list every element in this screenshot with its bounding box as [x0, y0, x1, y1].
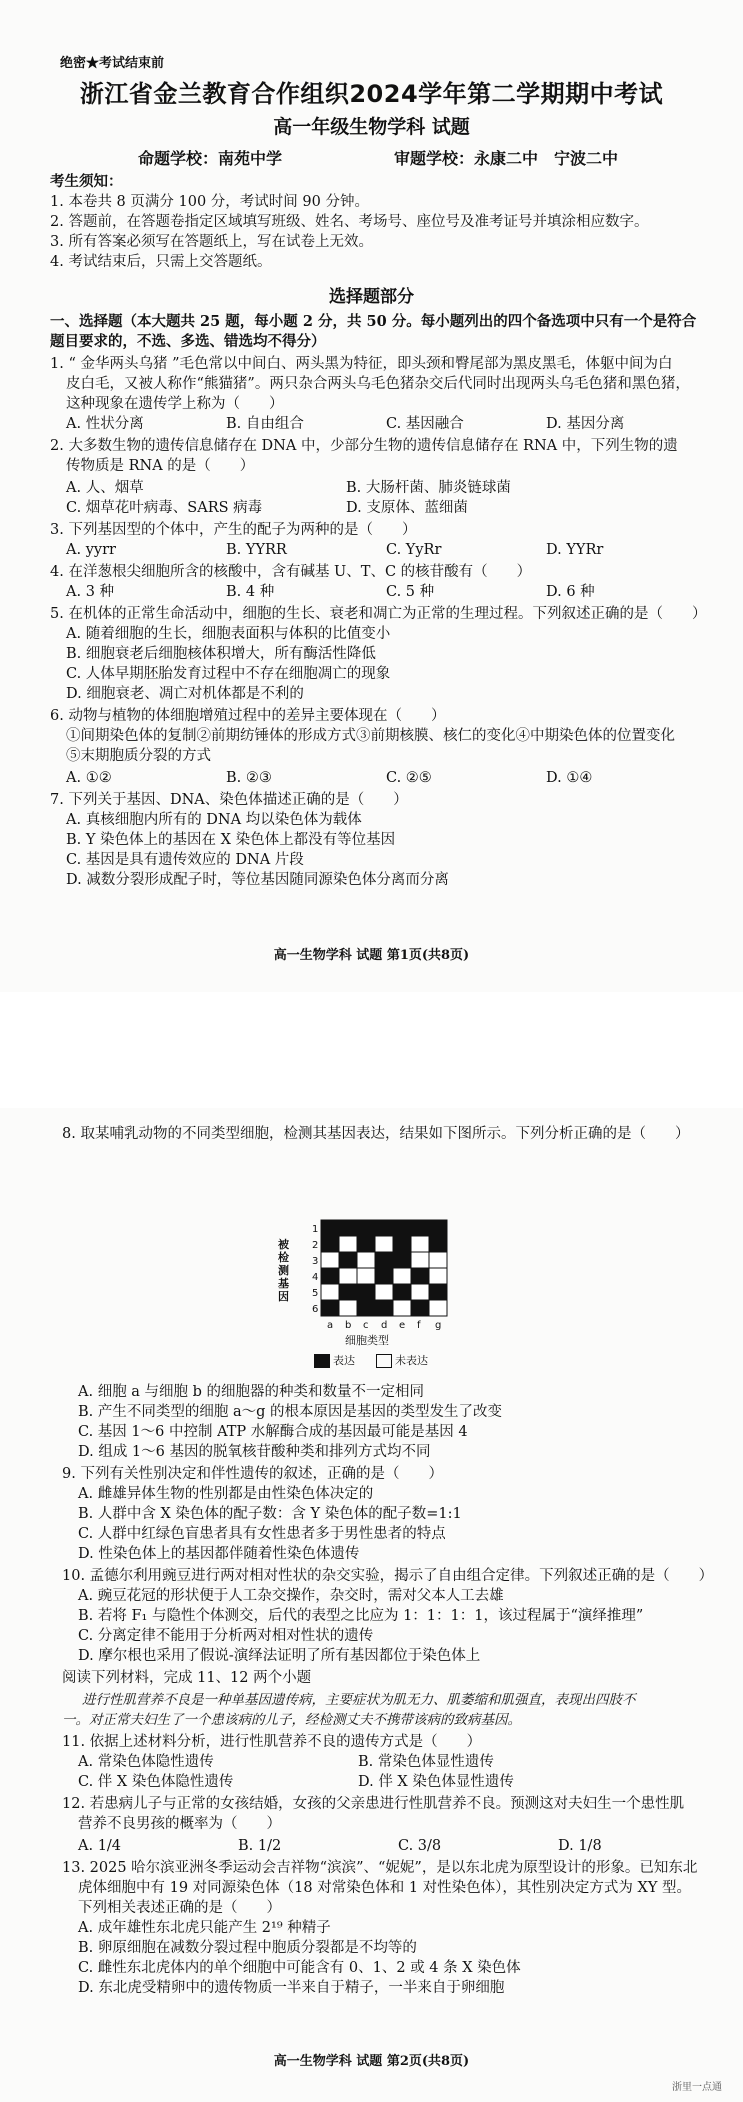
grid-cell-5-f	[411, 1284, 429, 1300]
grid-cell-2-b	[339, 1236, 357, 1252]
q4-option-b: B. 4 种	[226, 584, 275, 600]
q1-stem: 1. “ 金华两头乌猪 ”毛色常以中间白、两头黑为特征，即头颈和臀尾部为黑皮黑毛，体躯中间为白	[50, 356, 673, 372]
q10-stem: 10. 孟德尔利用豌豆进行两对相对性状的杂交实验，揭示了自由组合定律。下列叙述正确的是（ ）	[62, 1568, 714, 1584]
grid-cell-2-e	[393, 1236, 411, 1252]
grid-cell-6-e	[393, 1300, 411, 1316]
q5-option-d: D. 细胞衰老、凋亡对机体都是不利的	[66, 686, 304, 702]
section-intro: 一、选择题（本大题共 25 题，每小题 2 分，共 50 分。每小题列出的四个备选项中只有一个是符合	[50, 313, 697, 330]
exam-title: 浙江省金兰教育合作组织2024学年第二学期期中考试	[79, 80, 664, 108]
q13-stem: 下列相关表述正确的是（ ）	[78, 1900, 281, 1916]
row-label: 3	[312, 1256, 319, 1267]
grid-cell-6-g	[429, 1300, 447, 1316]
q2-option-c: C. 烟草花叶病毒、SARS 病毒	[66, 500, 263, 516]
grid-cell-1-f	[411, 1220, 429, 1236]
q12-stem: 营养不良男孩的概率为（ ）	[78, 1816, 281, 1832]
q1-option-b: B. 自由组合	[226, 416, 304, 432]
q7-stem: 7. 下列关于基因、DNA、染色体描述正确的是（ ）	[50, 792, 408, 808]
q9-option-d: D. 性染色体上的基因都伴随着性染色体遗传	[78, 1546, 360, 1562]
grid-cell-3-d	[375, 1252, 393, 1268]
grid-cell-4-g	[429, 1268, 447, 1284]
reviewer-school: 审题学校：永康二中 宁波二中	[394, 149, 619, 168]
q9-option-a: A. 雌雄异体生物的性别都是由性染色体决定的	[78, 1486, 374, 1502]
reading-material: 进行性肌营养不良是一种单基因遗传病，主要症状为肌无力、肌萎缩和肌强直，表现出四肢不	[82, 1692, 636, 1708]
legend-expressed-swatch	[314, 1354, 330, 1368]
q1-option-c: C. 基因融合	[386, 416, 464, 432]
page-footer-1: 高一生物学科 试题 第1页(共8页)	[273, 948, 470, 963]
grid-cell-3-a	[321, 1252, 339, 1268]
q3-option-a: A. yyrr	[66, 542, 116, 558]
grid-cell-5-a	[321, 1284, 339, 1300]
grid-cell-2-c	[357, 1236, 375, 1252]
q13-option-d: D. 东北虎受精卵中的遗传物质一半来自于精子，一半来自于卵细胞	[78, 1980, 505, 1996]
col-label: a	[327, 1320, 334, 1331]
q11-options-row1	[78, 1752, 638, 1772]
q10-option-b: B. 若将 F₁ 与隐性个体测交，后代的表型之比应为 1：1：1：1，该过程属于“演绎推理”	[78, 1608, 644, 1624]
legend	[314, 1352, 428, 1368]
q1-option-d: D. 基因分离	[546, 416, 625, 432]
secret-label: 绝密★考试结束前	[60, 56, 165, 71]
q12-option-c: C. 3/8	[398, 1838, 442, 1854]
col-label: c	[363, 1320, 369, 1331]
grid-cell-2-d	[375, 1236, 393, 1252]
grid-cell-4-c	[357, 1268, 375, 1284]
q6-options	[66, 768, 706, 788]
reading-intro: 阅读下列材料，完成 11、12 两个小题	[62, 1670, 312, 1686]
row-label: 4	[312, 1272, 319, 1283]
row-label: 5	[312, 1288, 319, 1299]
q1-option-a: A. 性状分离	[66, 416, 144, 432]
q9-option-c: C. 人群中红绿色盲患者具有女性患者多于男性患者的特点	[78, 1526, 446, 1542]
q5-option-a: A. 随着细胞的生长，细胞表面积与体积的比值变小	[66, 626, 391, 642]
q1-options	[66, 414, 706, 434]
grid-cell-5-c	[357, 1284, 375, 1300]
q6-option-c: C. ②⑤	[386, 770, 432, 786]
gene-expression-grid	[305, 1218, 465, 1340]
grid-cell-5-b	[339, 1284, 357, 1300]
x-axis-label: 细胞类型	[345, 1334, 389, 1347]
q5-option-c: C. 人体早期胚胎发育过程中不存在细胞凋亡的现象	[66, 666, 391, 682]
q2-options-row2	[66, 498, 626, 518]
q12-option-b: B. 1/2	[238, 1838, 282, 1854]
q8-option-d: D. 组成 1～6 基因的脱氧核苷酸种类和排列方式均不同	[78, 1444, 431, 1460]
grid-cell-2-a	[321, 1236, 339, 1252]
col-label: e	[399, 1320, 406, 1331]
col-label: b	[345, 1320, 352, 1331]
q10-option-c: C. 分离定律不能用于分析两对相对性状的遗传	[78, 1628, 374, 1644]
grid-cell-3-c	[357, 1252, 375, 1268]
q11-option-d: D. 伴 X 染色体显性遗传	[358, 1774, 514, 1790]
col-label: d	[381, 1320, 388, 1331]
q11-options-row2	[78, 1772, 638, 1792]
q1-stem: 这种现象在遗传学上称为（ ）	[66, 396, 284, 412]
q2-options-row1	[66, 478, 626, 498]
notice-item: 4. 考试结束后，只需上交答题纸。	[50, 254, 272, 270]
q3-option-d: D. YYRr	[546, 542, 604, 558]
grid-cell-1-a	[321, 1220, 339, 1236]
q13-stem: 虎体细胞中有 19 对同源染色体（18 对常染色体和 1 对性染色体），其性别决定方式为 XY 型。	[78, 1880, 692, 1896]
q12-stem: 12. 若患病儿子与正常的女孩结婚，女孩的父亲患进行性肌营养不良。预测这对夫妇生一个患性肌	[62, 1796, 685, 1812]
q13-option-a: A. 成年雄性东北虎只能产生 2¹⁹ 种精子	[78, 1920, 331, 1936]
legend-not-expressed-swatch	[376, 1354, 392, 1368]
q9-stem: 9. 下列有关性别决定和伴性遗传的叙述，正确的是（ ）	[62, 1466, 443, 1482]
q8-option-a: A. 细胞 a 与细胞 b 的细胞器的种类和数量不一定相同	[78, 1384, 425, 1400]
q12-options	[78, 1836, 718, 1856]
q6-option-a: A. ①②	[66, 770, 112, 786]
watermark: 浙里一点通	[672, 2082, 722, 2093]
grid-cell-1-e	[393, 1220, 411, 1236]
legend-not-expressed-label: 未表达	[395, 1354, 428, 1367]
setter-school: 命题学校：南苑中学	[138, 149, 283, 168]
grid-cell-3-b	[339, 1252, 357, 1268]
grid-cell-6-a	[321, 1300, 339, 1316]
q4-option-d: D. 6 种	[546, 584, 595, 600]
grid-cell-4-f	[411, 1268, 429, 1284]
notice-title: 考生须知：	[50, 173, 123, 190]
grid-cell-4-e	[393, 1268, 411, 1284]
q4-stem: 4. 在洋葱根尖细胞所含的核酸中，含有碱基 U、T、C 的核苷酸有（ ）	[50, 564, 532, 580]
q7-option-c: C. 基因是具有遗传效应的 DNA 片段	[66, 852, 304, 868]
exam-page-1	[0, 0, 743, 992]
q11-option-a: A. 常染色体隐性遗传	[78, 1754, 214, 1770]
notice-item: 1. 本卷共 8 页满分 100 分，考试时间 90 分钟。	[50, 194, 369, 210]
q3-options	[66, 540, 706, 560]
grid-cell-3-g	[429, 1252, 447, 1268]
q6-option-d: D. ①④	[546, 770, 593, 786]
q13-option-b: B. 卵原细胞在减数分裂过程中胞质分裂都是不均等的	[78, 1940, 417, 1956]
q1-stem: 皮白毛，又被人称作“熊猫猪”。两只杂合两头乌毛色猪杂交后代同时出现两头乌毛色猪和黑色猪，	[66, 376, 690, 392]
grid-cell-1-b	[339, 1220, 357, 1236]
q2-option-b: B. 大肠杆菌、肺炎链球菌	[346, 480, 511, 496]
grid-cell-5-g	[429, 1284, 447, 1300]
page-footer-2: 高一生物学科 试题 第2页(共8页)	[273, 2054, 470, 2069]
notice-item: 3. 所有答案必须写在答题纸上，写在试卷上无效。	[50, 234, 373, 250]
q2-stem: 传物质是 RNA 的是（ ）	[66, 458, 255, 474]
q11-stem: 11. 依据上述材料分析，进行性肌营养不良的遗传方式是（ ）	[62, 1734, 482, 1750]
q7-option-d: D. 减数分裂形成配子时，等位基因随同源染色体分离而分离	[66, 872, 449, 888]
notice-item: 2. 答题前，在答题卷指定区域填写班级、姓名、考场号、座位号及准考证号并填涂相应数字。	[50, 214, 649, 230]
grid-cell-2-f	[411, 1236, 429, 1252]
section-intro: 题目要求的，不选、多选、错选均不得分）	[50, 333, 326, 350]
q8-option-c: C. 基因 1～6 中控制 ATP 水解酶合成的基因最可能是基因 4	[78, 1424, 468, 1440]
q13-option-c: C. 雌性东北虎体内的单个细胞中可能含有 0、1、2 或 4 条 X 染色体	[78, 1960, 521, 1976]
grid-cell-3-f	[411, 1252, 429, 1268]
q11-option-c: C. 伴 X 染色体隐性遗传	[78, 1774, 234, 1790]
q7-option-b: B. Y 染色体上的基因在 X 染色体上都没有等位基因	[66, 832, 396, 848]
q3-stem: 3. 下列基因型的个体中，产生的配子为两种的是（ ）	[50, 522, 417, 538]
grid-cell-4-d	[375, 1268, 393, 1284]
grid-cell-1-g	[429, 1220, 447, 1236]
grid-cell-1-d	[375, 1220, 393, 1236]
q4-option-a: A. 3 种	[66, 584, 115, 600]
grid-cell-6-c	[357, 1300, 375, 1316]
q2-option-d: D. 支原体、蓝细菌	[346, 500, 468, 516]
grid-cell-5-d	[375, 1284, 393, 1300]
q2-option-a: A. 人、烟草	[66, 480, 144, 496]
q6-stem: ①间期染色体的复制②前期纺锤体的形成方式③前期核膜、核仁的变化④中期染色体的位置变化	[66, 728, 675, 744]
grid-cell-6-b	[339, 1300, 357, 1316]
reading-material: 一。对正常夫妇生了一个患该病的儿子，经检测丈夫不携带该病的致病基因。	[62, 1712, 521, 1728]
q7-option-a: A. 真核细胞内所有的 DNA 均以染色体为载体	[66, 812, 362, 828]
grid-cell-3-e	[393, 1252, 411, 1268]
q6-stem: 6. 动物与植物的体细胞增殖过程中的差异主要体现在（ ）	[50, 708, 446, 724]
grid-cell-4-a	[321, 1268, 339, 1284]
exam-subtitle: 高一年级生物学科 试题	[273, 116, 470, 138]
gene-expression-figure	[305, 1218, 465, 1340]
grid-cell-2-g	[429, 1236, 447, 1252]
grid-cell-6-d	[375, 1300, 393, 1316]
q6-stem: ⑤末期胞质分裂的方式	[66, 748, 211, 764]
row-label: 6	[312, 1304, 319, 1315]
q3-option-c: C. YyRr	[386, 542, 442, 558]
grid-cell-6-f	[411, 1300, 429, 1316]
q10-option-a: A. 豌豆花冠的形状便于人工杂交操作，杂交时，需对父本人工去雄	[78, 1588, 504, 1604]
q5-option-b: B. 细胞衰老后细胞核体积增大，所有酶活性降低	[66, 646, 376, 662]
row-label: 2	[312, 1240, 319, 1251]
q12-option-a: A. 1/4	[78, 1838, 122, 1854]
col-label: g	[435, 1320, 442, 1331]
q4-option-c: C. 5 种	[386, 584, 435, 600]
q11-option-b: B. 常染色体显性遗传	[358, 1754, 494, 1770]
section-title: 选择题部分	[329, 287, 414, 307]
q8-stem: 8. 取某哺乳动物的不同类型细胞，检测其基因表达，结果如下图所示。下列分析正确的是（ ）	[62, 1126, 690, 1142]
col-label: f	[417, 1320, 421, 1331]
row-label: 1	[312, 1224, 319, 1235]
grid-cell-1-c	[357, 1220, 375, 1236]
page-gap	[0, 992, 743, 1108]
q4-options	[66, 582, 706, 602]
q8-option-b: B. 产生不同类型的细胞 a～g 的根本原因是基因的类型发生了改变	[78, 1404, 503, 1420]
q2-stem: 2. 大多数生物的遗传信息储存在 DNA 中，少部分生物的遗传信息储存在 RNA 中，下列生物的遗	[50, 438, 678, 454]
grid-cell-5-e	[393, 1284, 411, 1300]
q12-option-d: D. 1/8	[558, 1838, 602, 1854]
grid-cell-4-b	[339, 1268, 357, 1284]
q9-option-b: B. 人群中含 X 染色体的配子数：含 Y 染色体的配子数=1:1	[78, 1506, 462, 1522]
q3-option-b: B. YYRR	[226, 542, 287, 558]
q10-option-d: D. 摩尔根也采用了假说-演绎法证明了所有基因都位于染色体上	[78, 1648, 481, 1664]
y-axis-label: 被检测基因	[278, 1238, 289, 1303]
q6-option-b: B. ②③	[226, 770, 272, 786]
legend-expressed-label: 表达	[333, 1354, 355, 1367]
q13-stem: 13. 2025 哈尔滨亚洲冬季运动会吉祥物“滨滨”、“妮妮”，是以东北虎为原型设计的形象。已知东北	[62, 1860, 698, 1876]
q5-stem: 5. 在机体的正常生命活动中，细胞的生长、衰老和凋亡为正常的生理过程。下列叙述正确的是（ ）	[50, 606, 707, 622]
